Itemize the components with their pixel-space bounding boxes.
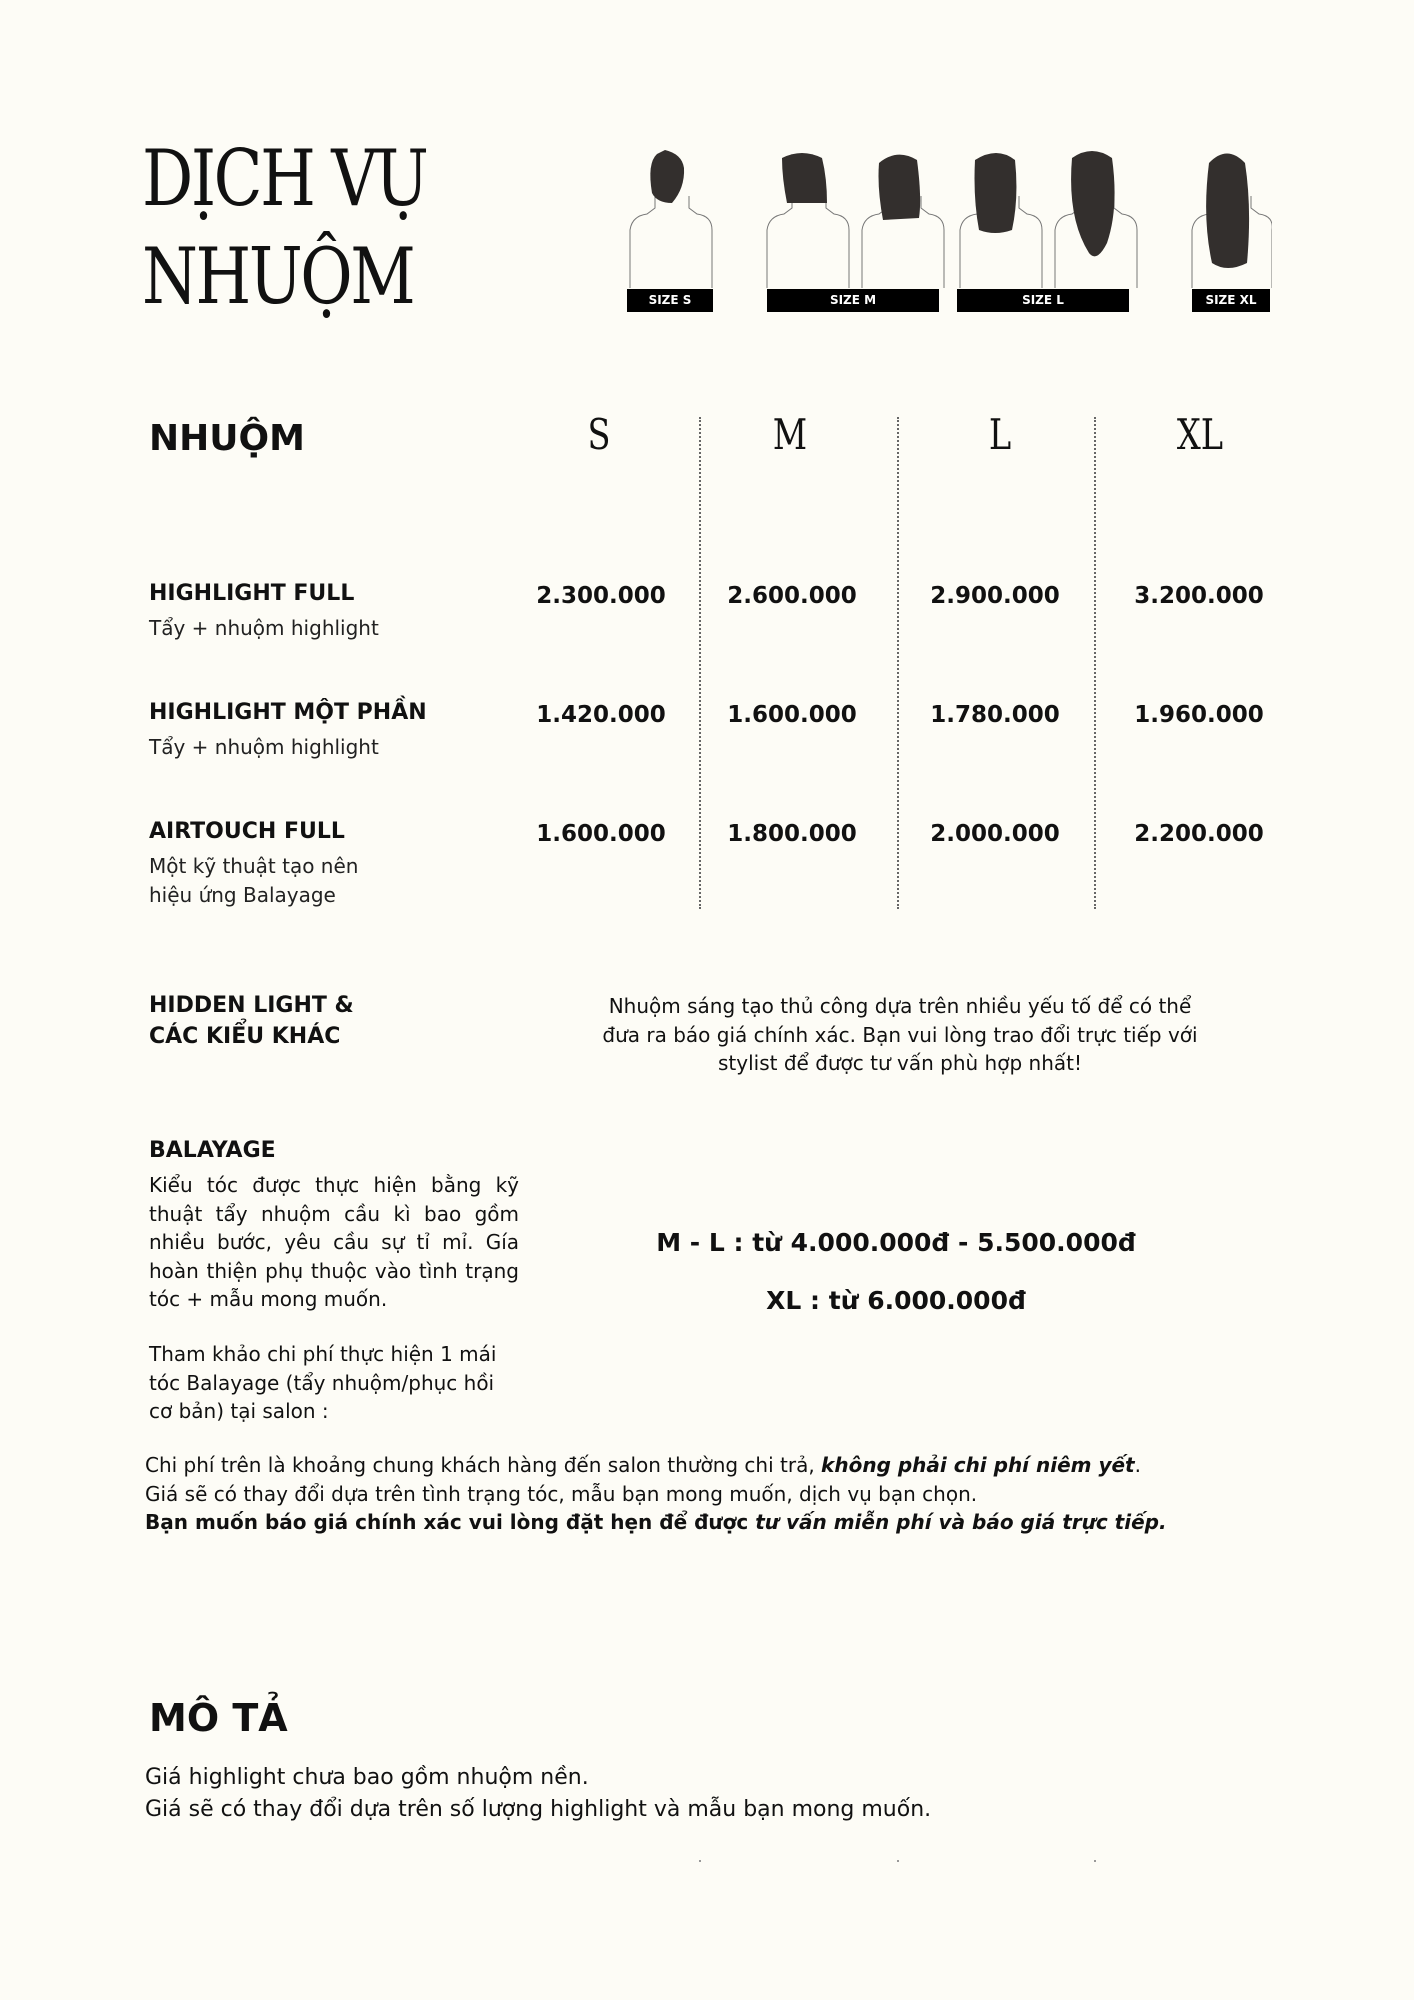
desc-line: Nhuộm sáng tạo thủ công dựa trên nhiều yếu tố để có thể bbox=[608, 994, 1192, 1018]
description-line: Giá highlight chưa bao gồm nhuộm nền. bbox=[145, 1765, 589, 1790]
page-title-line2: NHUỘM bbox=[142, 232, 414, 322]
col-l: L bbox=[988, 410, 1012, 459]
table-header: NHUỘM bbox=[149, 418, 305, 459]
size-xl-label: SIZE XL bbox=[1192, 289, 1270, 312]
price-l: 2.900.000 bbox=[930, 583, 1060, 609]
price-l: 2.000.000 bbox=[930, 821, 1060, 847]
price-xl: 1.960.000 bbox=[1134, 702, 1264, 728]
price-m: 1.800.000 bbox=[727, 821, 857, 847]
note-emphasis: không phải chi phí niêm yết bbox=[821, 1453, 1135, 1477]
price-note bbox=[145, 1451, 1295, 1537]
price-l: 1.780.000 bbox=[930, 702, 1060, 728]
price-xl: 3.200.000 bbox=[1134, 583, 1264, 609]
price-m: 2.600.000 bbox=[727, 583, 857, 609]
price-xl: 2.200.000 bbox=[1134, 821, 1264, 847]
col-s: S bbox=[587, 410, 611, 459]
hidden-light-desc bbox=[560, 992, 1240, 1078]
dot bbox=[897, 1860, 899, 1862]
note-text: . bbox=[1134, 1453, 1141, 1477]
size-l-label: SIZE L bbox=[957, 289, 1129, 312]
balayage-desc: Kiểu tóc được thực hiện bằng kỹ thuật tẩy nhuộm cầu kì bao gồm nhiều bước, yêu cầu sự tỉ mỉ. Gía hoàn thiện phụ thuộc vào tình trạng tóc + mẫu mong muốn. bbox=[149, 1173, 519, 1311]
description-line: Giá sẽ có thay đổi dựa trên số lượng highlight và mẫu bạn mong muốn. bbox=[145, 1797, 932, 1822]
description-body bbox=[145, 1762, 931, 1826]
col-m: M bbox=[772, 410, 808, 459]
row-desc: Tẩy + nhuộm highlight bbox=[149, 735, 379, 759]
dot bbox=[1094, 1860, 1096, 1862]
row-name: HIGHLIGHT MỘT PHẦN bbox=[149, 700, 427, 725]
price-m: 1.600.000 bbox=[727, 702, 857, 728]
hair-size-figures bbox=[627, 148, 1272, 312]
price-s: 1.600.000 bbox=[536, 821, 666, 847]
column-divider bbox=[1094, 417, 1096, 909]
size-m-label: SIZE M bbox=[767, 289, 939, 312]
row-desc: hiệu ứng Balayage bbox=[149, 883, 336, 907]
hidden-light-name: HIDDEN LIGHT & bbox=[149, 993, 354, 1018]
hidden-light-name: CÁC KIỂU KHÁC bbox=[149, 1024, 341, 1049]
hair-silhouettes-icon bbox=[627, 148, 1272, 312]
row-desc: Tẩy + nhuộm highlight bbox=[149, 616, 379, 640]
row-name: HIGHLIGHT FULL bbox=[149, 581, 355, 606]
balayage-price-ml: M - L : từ 4.000.000đ - 5.500.000đ bbox=[656, 1228, 1136, 1257]
desc-line: đưa ra báo giá chính xác. Bạn vui lòng trao đổi trực tiếp với bbox=[602, 1022, 1198, 1047]
row-name: AIRTOUCH FULL bbox=[149, 819, 345, 844]
note-text: Chi phí trên là khoảng chung khách hàng đến salon thường chi trả, bbox=[145, 1453, 822, 1477]
column-divider bbox=[897, 417, 899, 909]
col-xl: XL bbox=[1176, 410, 1224, 459]
row-desc: Một kỹ thuật tạo nên bbox=[149, 854, 359, 878]
note-cta-emphasis: tư vấn miễn phí và báo giá trực tiếp. bbox=[755, 1510, 1167, 1534]
size-s-label: SIZE S bbox=[627, 289, 713, 312]
balayage-name: BALAYAGE bbox=[149, 1138, 276, 1163]
page-title-line1: DỊCH VỤ bbox=[142, 134, 427, 224]
dot bbox=[699, 1860, 701, 1862]
balayage-price-xl: XL : từ 6.000.000đ bbox=[766, 1286, 1026, 1315]
price-s: 1.420.000 bbox=[536, 702, 666, 728]
desc-line: stylist để được tư vấn phù hợp nhất! bbox=[718, 1051, 1082, 1075]
price-s: 2.300.000 bbox=[536, 583, 666, 609]
note-text: Giá sẽ có thay đổi dựa trên tình trạng tóc, mẫu bạn mong muốn, dịch vụ bạn chọn. bbox=[145, 1481, 978, 1506]
balayage-ref: Tham khảo chi phí thực hiện 1 mái tóc Balayage (tẩy nhuộm/phục hồi cơ bản) tại salon : bbox=[149, 1342, 497, 1423]
note-cta: Bạn muốn báo giá chính xác vui lòng đặt hẹn để được bbox=[145, 1510, 756, 1534]
description-title: MÔ TẢ bbox=[149, 1696, 288, 1740]
column-divider bbox=[699, 417, 701, 909]
